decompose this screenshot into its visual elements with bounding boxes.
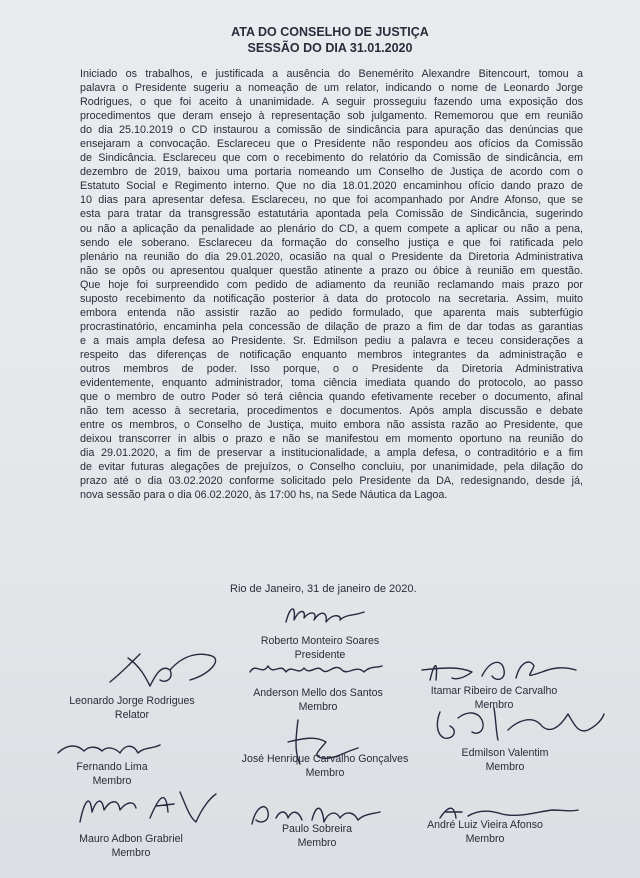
signatory-role: Membro xyxy=(111,847,151,859)
body-line: outros membros de poder. Isso porque, o o Presidente da Diretoria Administrativa xyxy=(80,362,583,375)
signatory-name: Fernando Lima xyxy=(76,761,148,773)
body-line: nova sessão para o dia 06.02.2020, às 17:00 hs, na Sede Náutica da Lagoa. xyxy=(80,489,448,502)
signatory-membro xyxy=(228,686,408,714)
place-date: Rio de Janeiro, 31 de janeiro de 2020. xyxy=(230,583,417,595)
signatory-presidente xyxy=(240,634,400,662)
body-line: ensejaram a convocação. Esclareceu que o Presidente não respondeu aos ofícios da Comissão xyxy=(80,138,583,151)
body-line: e a mais ampla defesa ao Presidente. Sr. Edmilson pediu a palavra e teceu considerações a xyxy=(80,334,583,347)
body-line: 10 dias para apresentar defesa. Esclareceu, no que foi acompanhado por Andre Afonso, que se xyxy=(80,194,583,207)
body-line: Que hoje foi surpreendido com pedido de adiamento da reunião reclamando mais prazo por xyxy=(80,278,583,291)
body-line: dia 29.01.2020, a fim de preservar a institucionalidade, a ampla defesa, o contraditório e a fim xyxy=(80,447,583,460)
signatory-membro xyxy=(430,746,580,774)
body-line: não tem acesso à secretaria, procedimentos e documentos. Após ampla discussão e debate xyxy=(80,405,583,418)
body-line: esta para tratar da transgressão estatutária apontada pela Comissão de Sindicância, sugerindo xyxy=(80,208,583,221)
signatory-name: Itamar Ribeiro de Carvalho xyxy=(430,685,558,697)
signatory-name: Leonardo Jorge Rodrigues xyxy=(69,695,195,707)
minutes-body xyxy=(80,67,583,502)
body-line: evidentemente, enquanto administrador, toma ciência imediata quando do protocolo, ao passo xyxy=(80,377,583,390)
signature-roberto xyxy=(280,598,370,634)
body-line: do dia 25.10.2019 o CD instaurou a comissão de sindicância para apuração das denúncias que xyxy=(80,124,583,137)
signatory-role: Membro xyxy=(474,699,514,711)
body-line: plenário na reunião do dia 29.01.2020, ocasião na qual o Presidente da Diretoria Administrativa xyxy=(80,250,583,263)
document-title: ATA DO CONSELHO DE JUSTIÇA xyxy=(231,25,429,39)
body-line: embora entenda não assistir razão ao pedido formulado, que aparenta mais subterfúgio xyxy=(80,306,583,319)
body-line: Iniciado os trabalhos, e justificada a ausência do Benemérito Alexandre Bitencourt, tomou a xyxy=(80,68,583,80)
body-line: respeito das diferenças de notificação enquanto membros integrantes da administração e xyxy=(80,348,583,361)
signatory-name: Anderson Mello dos Santos xyxy=(253,687,383,699)
signatory-membro xyxy=(252,822,382,850)
signatory-relator xyxy=(52,694,212,722)
body-line: sendo ele soberano. Esclareceu da formação do conselho justiça e que foi ratificada pelo xyxy=(80,236,583,249)
signature-mauro xyxy=(70,782,220,830)
signatory-role: Presidente xyxy=(294,649,346,661)
signature-fernando xyxy=(54,735,164,761)
signatory-role: Membro xyxy=(465,833,505,845)
signatory-role: Relator xyxy=(114,709,150,721)
signatory-role: Membro xyxy=(305,767,345,779)
signatory-name: José Henrique Carvalho Gonçalves xyxy=(241,753,409,765)
body-line: deixou transcorrer in albis o prazo e não se manifestou em momento oportuno na reunião do xyxy=(80,433,583,446)
signatory-membro xyxy=(220,752,430,780)
body-line: de evitar futuras alegações de prejuízos, o Conselho concluiu, por unanimidade, pela dilação do xyxy=(80,461,583,474)
signatory-name: Edmilson Valentim xyxy=(461,747,549,759)
signatory-membro xyxy=(404,684,584,712)
signatory-role: Membro xyxy=(92,775,132,787)
body-line: entre os membros, o Conselho de Justiça, muito embora não assista razão ao Presidente, que xyxy=(80,419,583,432)
body-line: ou não a aplicação da penalidade ao plenário do CD, a quem compete a aplicar ou não a pena, xyxy=(80,222,583,235)
body-line: não se opôs ou apresentou qualquer questão atinente a prazo ou óbice à reunião em questão. xyxy=(80,264,583,277)
signatory-membro xyxy=(56,832,206,860)
body-line: palavra o Presidente sugeriu a nomeação de um relator, indicando o nome de Leonardo Jorge xyxy=(80,82,583,95)
signatory-name: André Luiz Vieira Afonso xyxy=(427,819,543,831)
signatory-role: Membro xyxy=(485,761,525,773)
body-line: prazo até o dia 03.02.2020 conforme solicitado pelo Presidente da DA, redesignando, desde já, xyxy=(80,475,583,488)
body-line: de Sindicância. Esclareceu que com o recebimento do relatório da Comissão de sindicância, em xyxy=(80,152,583,165)
signature-leonardo xyxy=(100,644,230,694)
body-line: procrastinatório, encaminha pela concessão de dilação de prazo a fim de dar todas as garantias xyxy=(80,320,583,333)
body-line: dezembro de 2019, baixou uma portaria nomeando um Conselho de Justiça de acordo com o xyxy=(80,166,583,179)
signatory-name: Roberto Monteiro Soares xyxy=(260,635,380,647)
document-subtitle: SESSÃO DO DIA 31.01.2020 xyxy=(247,41,413,55)
body-line: suposto recebimento da notificação posterior à data do protocolo na secretaria. Assim, muito xyxy=(80,292,583,305)
signatory-name: Mauro Adbon Grabriel xyxy=(79,833,183,845)
signatory-name: Paulo Sobreira xyxy=(281,823,353,835)
body-line: que o membro de outro Poder só terá ciência quando efetivamente receber o documento, afinal xyxy=(80,391,583,404)
body-line: Estatuto Social e Regimento interno. Que no dia 18.01.2020 encaminhou ofício dando prazo de xyxy=(80,180,583,193)
body-line: Rodrigues, o que foi aceito à unanimidade. A seguir prosseguiu fazendo uma exposição dos xyxy=(80,96,583,109)
signatory-role: Membro xyxy=(298,701,338,713)
signatory-membro xyxy=(52,760,172,788)
body-line: procedimentos que deram ensejo à representação sob julgamento. Rememorou que em reunião xyxy=(80,110,583,123)
signatory-membro xyxy=(410,818,560,846)
signatory-role: Membro xyxy=(297,837,337,849)
